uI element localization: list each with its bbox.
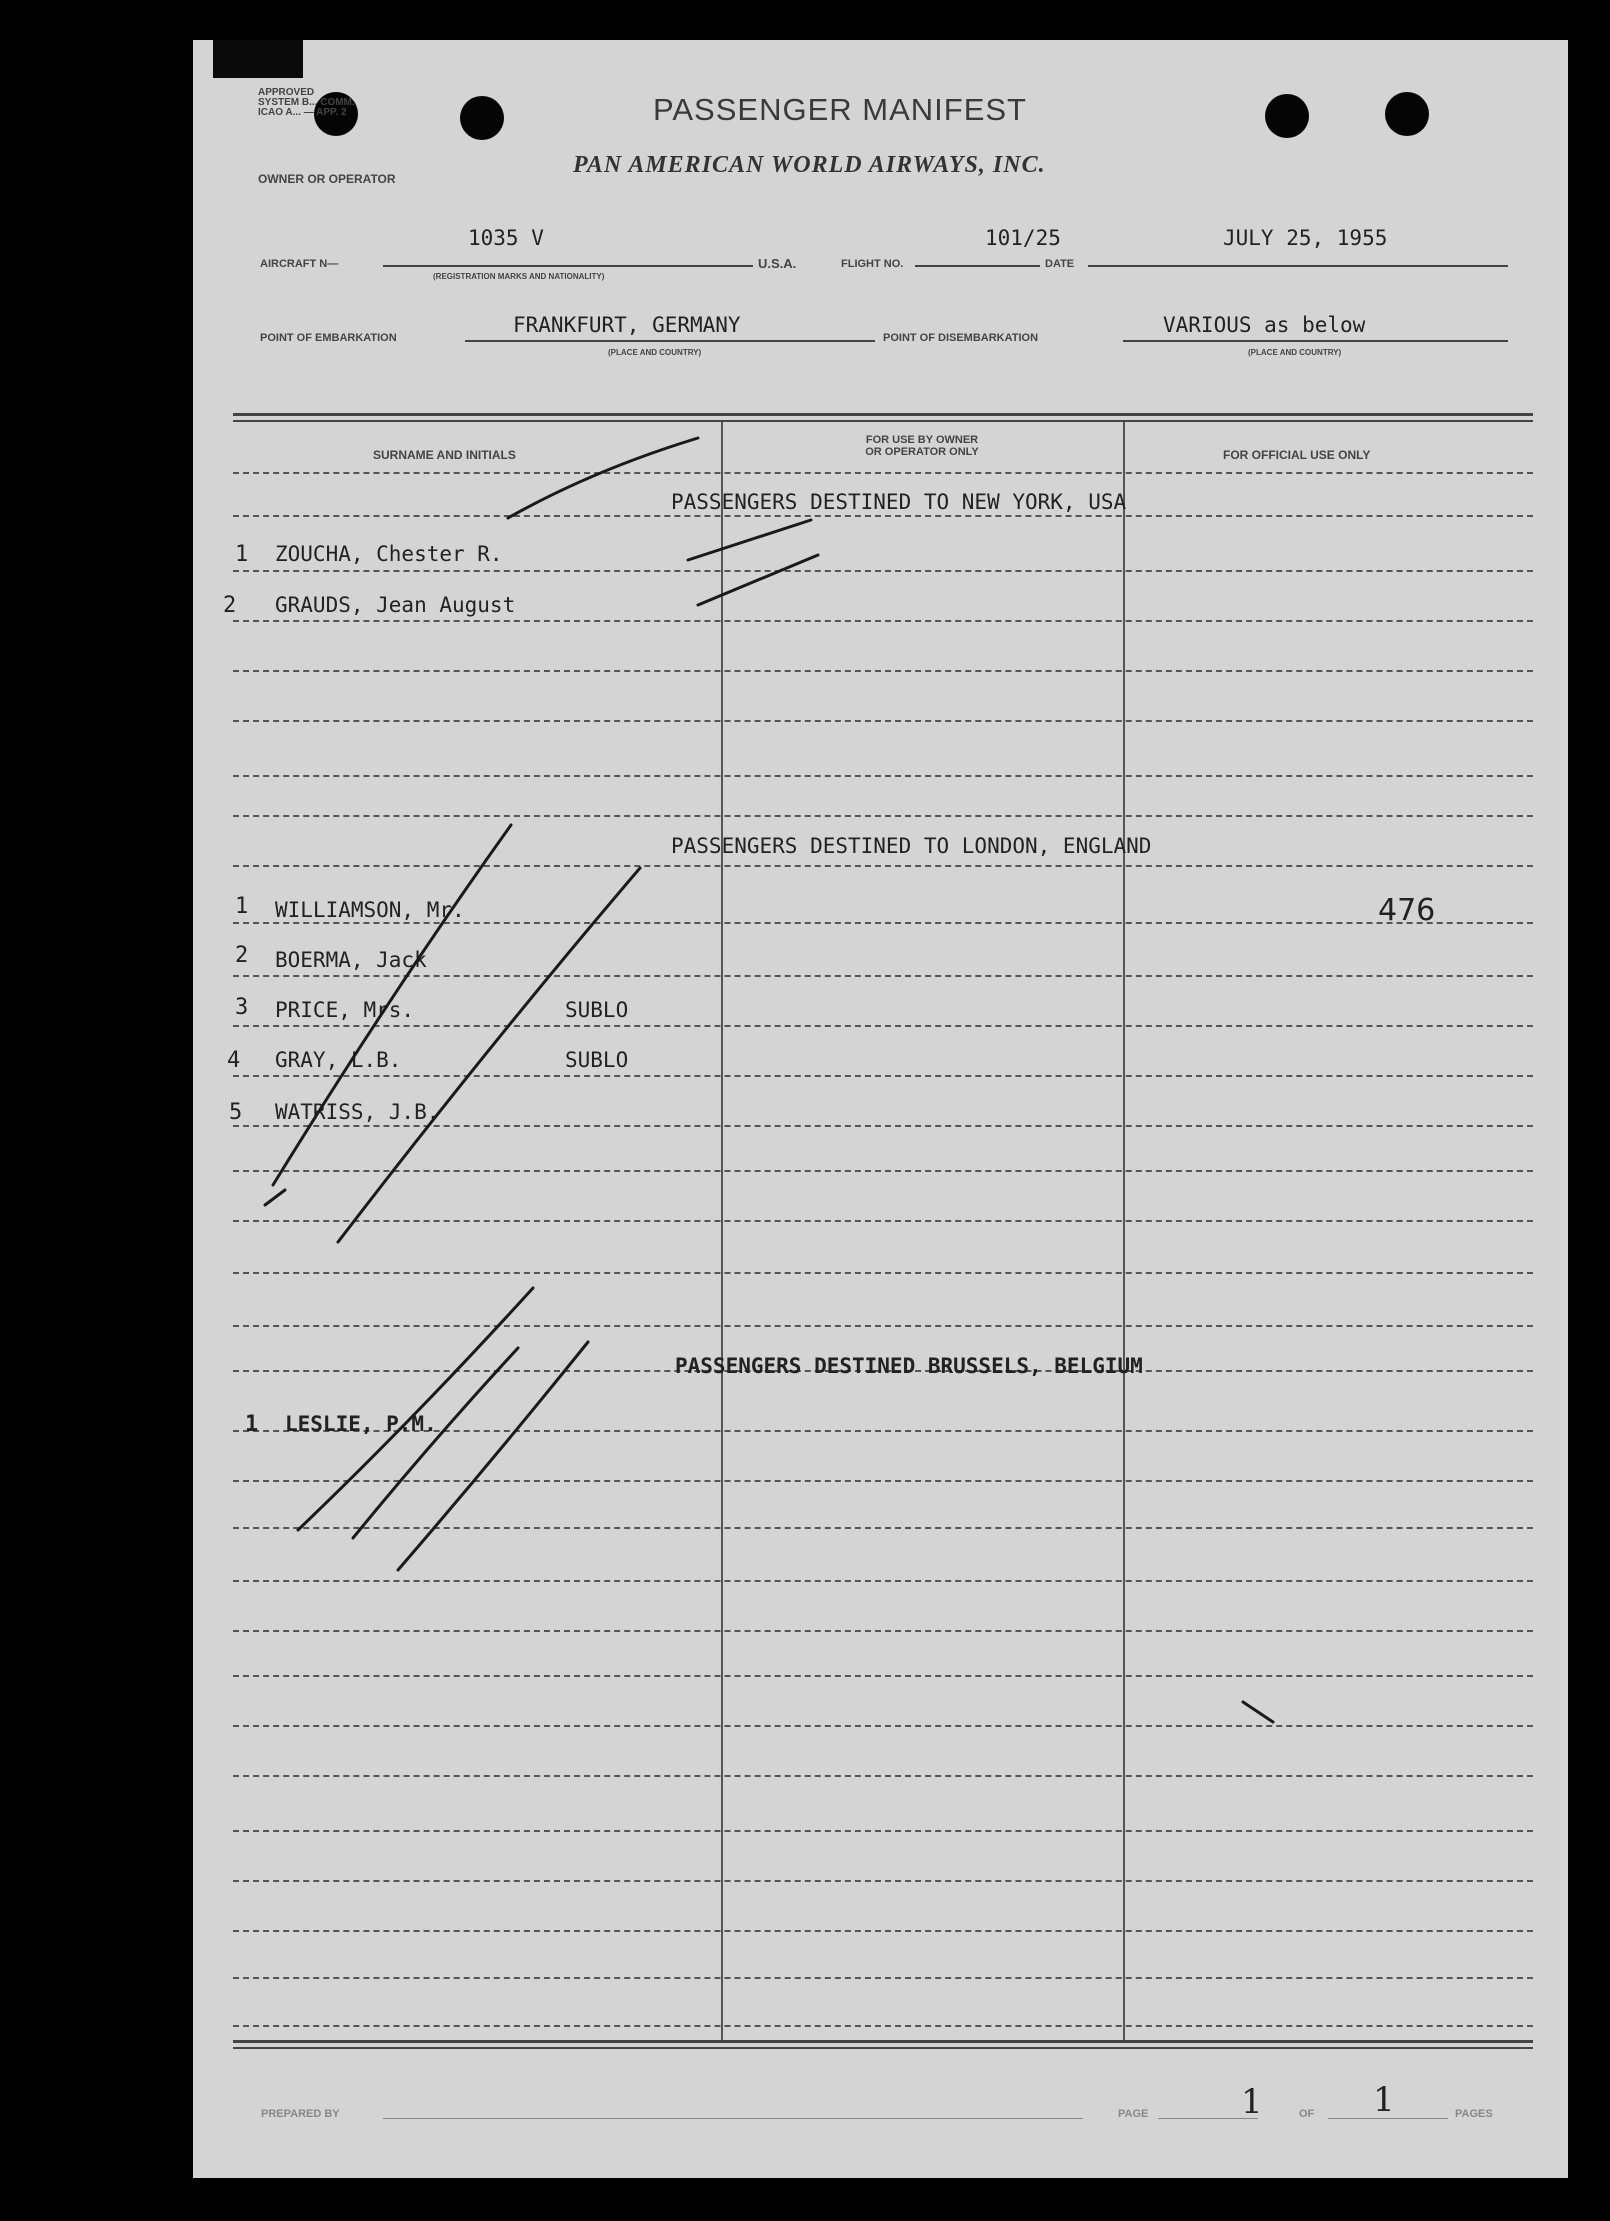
pen-stroke: [1243, 1702, 1273, 1722]
flight-value: 101/25: [985, 226, 1061, 250]
embark-label: POINT OF EMBARKATION: [260, 332, 397, 344]
usa-label: U.S.A.: [758, 256, 797, 271]
passenger-name: WILLIAMSON, Mr.: [275, 898, 465, 922]
page-value: 1: [1241, 2082, 1263, 2122]
prepared-label: PREPARED BY: [261, 2108, 340, 2120]
pen-stroke: [273, 825, 511, 1185]
pen-stroke: [265, 1190, 285, 1205]
disembark-label: POINT OF DISEMBARKATION: [883, 332, 1039, 344]
passenger-num: 5: [229, 1100, 243, 1125]
passenger-note: SUBLO: [565, 998, 629, 1022]
date-value: JULY 25, 1955: [1223, 226, 1388, 250]
passenger-name: GRAUDS, Jean August: [275, 593, 516, 617]
official-number: 476: [1378, 893, 1436, 928]
pen-stroke: [508, 438, 698, 518]
registration-sublabel: (REGISTRATION MARKS AND NATIONALITY): [433, 272, 605, 281]
embark-value: FRANKFURT, GERMANY: [513, 313, 741, 337]
passenger-num: 1: [245, 1412, 259, 1437]
pen-stroke: [353, 1348, 518, 1538]
approval-stamp: APPROVED SYSTEM B... COMM. ICAO A... — APP. 2: [258, 87, 355, 118]
pen-stroke: [298, 1288, 533, 1530]
form-title: PASSENGER MANIFEST: [653, 92, 1027, 127]
passenger-name: WATRISS, J.B.: [275, 1100, 440, 1124]
passenger-num: 1: [235, 894, 249, 919]
aircraft-label: AIRCRAFT N—: [260, 258, 339, 270]
passenger-num: 1: [235, 542, 249, 567]
pages-value: 1: [1373, 2080, 1395, 2120]
passenger-num: 3: [235, 995, 249, 1020]
pen-stroke: [338, 868, 640, 1242]
pages-label: PAGES: [1455, 2108, 1493, 2120]
passenger-name: ZOUCHA, Chester R.: [275, 542, 503, 566]
of-label: OF: [1299, 2108, 1315, 2120]
passenger-name: BOERMA, Jack: [275, 948, 427, 972]
col3-header: FOR OFFICIAL USE ONLY: [1223, 448, 1371, 462]
passenger-name: PRICE, Mrs.: [275, 998, 415, 1022]
owner-label: OWNER OR OPERATOR: [258, 172, 396, 186]
pen-stroke: [698, 555, 818, 605]
date-label: DATE: [1045, 258, 1075, 270]
handwritten-strike-marks: [193, 40, 1568, 2178]
passenger-name: GRAY, L.B.: [275, 1048, 402, 1072]
flight-label: FLIGHT NO.: [841, 258, 904, 270]
disembark-value: VARIOUS as below: [1163, 313, 1366, 337]
manifest-sheet: [193, 40, 1568, 2178]
disembark-sublabel: (PLACE AND COUNTRY): [1248, 348, 1342, 357]
pen-stroke: [688, 520, 811, 560]
embark-sublabel: (PLACE AND COUNTRY): [608, 348, 702, 357]
passenger-num: 2: [235, 943, 249, 968]
passenger-num: 2: [223, 593, 237, 618]
operator-name: PAN AMERICAN WORLD AIRWAYS, INC.: [573, 152, 1046, 178]
group-heading-london: PASSENGERS DESTINED TO LONDON, ENGLAND: [671, 834, 1152, 858]
page-label: PAGE: [1118, 2108, 1149, 2120]
passenger-note: SUBLO: [565, 1048, 629, 1072]
passenger-num: 4: [227, 1048, 241, 1073]
group-heading-brussels: PASSENGERS DESTINED BRUSSELS, BELGIUM: [675, 1354, 1143, 1378]
col2-header: FOR USE BY OWNER OR OPERATOR ONLY: [865, 434, 979, 458]
col1-header: SURNAME AND INITIALS: [373, 448, 516, 462]
group-heading-ny: PASSENGERS DESTINED TO NEW YORK, USA: [671, 490, 1127, 514]
aircraft-value: 1035 V: [468, 226, 544, 250]
passenger-name: LESLIE, P.M.: [285, 1412, 437, 1436]
